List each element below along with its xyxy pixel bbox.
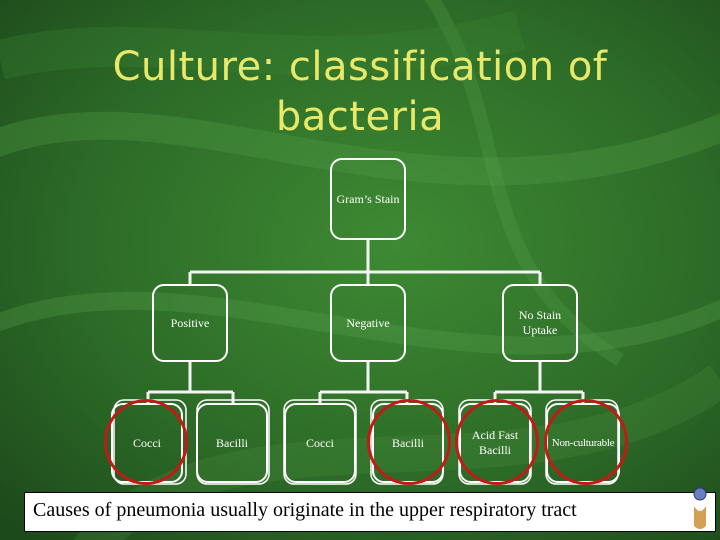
node-positive-label: Positive (170, 316, 210, 330)
node-positive-bacilli-label: Bacilli (216, 435, 248, 450)
node-negative-cocci (284, 403, 356, 483)
highlight-circle-negative-bacilli (367, 399, 451, 485)
highlight-circle-acid-fast-bacilli (455, 399, 539, 485)
node-no-stain-uptake-label: No Stain Uptake (518, 308, 562, 337)
node-acid-fast-bacilli-label: Acid Fast Bacilli (471, 428, 519, 457)
corner-decoration-icon (690, 486, 710, 534)
node-non-culturable-label: Non-culturable (551, 436, 615, 449)
node-positive (152, 284, 228, 362)
caption-box (24, 492, 716, 532)
node-grams-stain (330, 158, 406, 240)
node-grams-stain-label: Gram’s Stain (336, 192, 400, 206)
caption-text: Causes of pneumonia usually originate in the upper respiratory tract (33, 499, 577, 521)
highlight-circle-positive-cocci (104, 399, 188, 485)
slide-title-line2: bacteria (275, 94, 445, 140)
slide-title-line1: Culture: classification of (112, 44, 608, 90)
node-positive-bacilli (196, 403, 268, 483)
highlight-circle-non-culturable (544, 399, 628, 485)
node-negative-cocci-label: Cocci (306, 435, 334, 450)
node-no-stain-uptake (502, 284, 578, 362)
node-negative-bacilli-label: Bacilli (392, 435, 424, 450)
node-positive-cocci-label: Cocci (133, 435, 161, 450)
node-negative-label: Negative (346, 316, 390, 330)
node-negative (330, 284, 406, 362)
